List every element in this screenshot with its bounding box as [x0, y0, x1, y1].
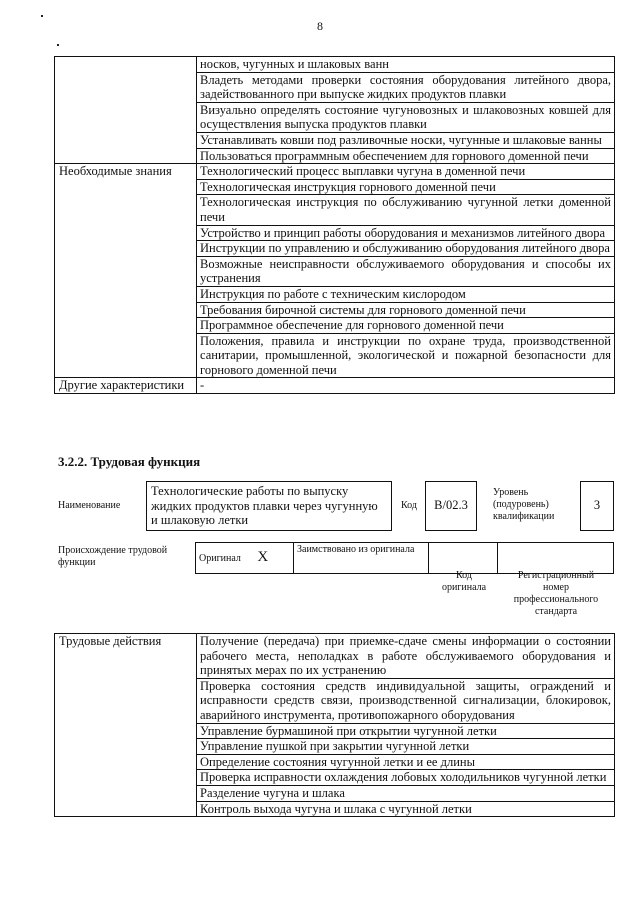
list-item: Возможные неисправности обслуживаемого оборудования и способы их устранения: [197, 256, 615, 286]
level-value: 3: [593, 498, 601, 512]
borrowed-cell: [294, 543, 429, 574]
list-item: Проверка исправности охлаждения лобовых холодильников чугунной летки: [197, 770, 615, 786]
list-item: Устанавливать ковши под разливочные носки, чугунные и шлаковые ванны: [197, 132, 615, 148]
reg-number-cell: [498, 543, 614, 574]
section-title: 3.2.2. Трудовая функция: [58, 454, 201, 469]
scan-speck: [41, 15, 43, 17]
list-item: Пользоваться программным обеспечением для горнового доменной печи: [197, 148, 615, 164]
code-box: [425, 481, 477, 531]
list-item: Устройство и принцип работы оборудования и механизмов литейного двора: [197, 225, 615, 241]
name-label: Наименование: [58, 500, 121, 511]
reg-number-caption: Регистрационный номер профессионального стандарта: [513, 570, 599, 617]
list-item: Проверка состояния средств индивидуальной защиты, ограждений и исправности средств связи, производственной сигнализации, блокировок, аварийного инструмента, противопожарного оборудования: [197, 678, 615, 723]
skills-table: [54, 56, 615, 394]
row-label: Трудовые действия: [55, 634, 197, 817]
code-label: Код: [401, 500, 417, 511]
table-row: [55, 57, 615, 73]
code-original-caption: Код оригинала: [441, 570, 487, 593]
row-label: Другие характеристики: [55, 378, 197, 394]
list-item: Разделение чугуна и шлака: [197, 785, 615, 801]
origin-label: Происхождение трудовой функции: [58, 545, 168, 568]
list-item: Управление пушкой при закрытии чугунной летки: [197, 739, 615, 755]
page-number: 8: [317, 19, 323, 33]
list-item: Управление бурмашиной при открытии чугунной летки: [197, 723, 615, 739]
table-row: [196, 543, 614, 574]
table-row: [55, 378, 615, 394]
list-item: Инструкция по работе с техническим кислородом: [197, 286, 615, 302]
list-item: Технологическая инструкция горнового доменной печи: [197, 179, 615, 195]
list-item: Требования бирочной системы для горнового доменной печи: [197, 302, 615, 318]
list-item: Владеть методами проверки состояния оборудования литейного двора, задействованного при выпуске жидких продуктов плавки: [197, 72, 615, 102]
row-label: Необходимые знания: [55, 164, 197, 378]
list-item: Технологическая инструкция по обслуживанию чугунной летки доменной печи: [197, 195, 615, 225]
list-item: Программное обеспечение для горнового доменной печи: [197, 318, 615, 334]
original-cell: [196, 543, 294, 574]
list-item: носков, чугунных и шлаковых ванн: [197, 57, 615, 73]
row-label: [55, 57, 197, 164]
original-mark: X: [257, 549, 269, 565]
borrowed-label: Заимствовано из оригинала: [297, 544, 415, 555]
list-item: Положения, правила и инструкции по охране труда, производственной санитарии, промышленной, экологической и пожарной безопасности для горнового доменной печи: [197, 333, 615, 378]
actions-table: [54, 633, 615, 817]
list-item: Визуально определять состояние чугуновозных и шлаковозных ковшей для осуществления выпуска продуктов плавки: [197, 102, 615, 132]
function-name: Технологические работы по выпуску жидких продуктов плавки через чугунную и шлаковую летки: [151, 484, 378, 528]
list-item: Инструкции по управлению и обслуживанию оборудования литейного двора: [197, 241, 615, 257]
list-item: -: [197, 378, 615, 394]
scan-speck: [57, 44, 59, 46]
code-value: B/02.3: [434, 498, 468, 512]
original-label: Оригинал: [199, 553, 241, 564]
table-row: [55, 164, 615, 180]
table-row: [55, 634, 615, 679]
list-item: Технологический процесс выплавки чугуна в доменной печи: [197, 164, 615, 180]
level-box: [580, 481, 614, 531]
level-label: Уровень (подуровень) квалификации: [493, 487, 555, 522]
list-item: Определение состояния чугунной летки и ее длины: [197, 754, 615, 770]
list-item: Получение (передача) при приемке-сдаче смены информации о состоянии рабочего места, неполадках в работе обслуживаемого оборудования и принятых мерах по их устранению: [197, 634, 615, 679]
function-name-box: [146, 481, 392, 531]
code-original-cell: [429, 543, 498, 574]
list-item: Контроль выхода чугуна и шлака с чугунной летки: [197, 801, 615, 817]
